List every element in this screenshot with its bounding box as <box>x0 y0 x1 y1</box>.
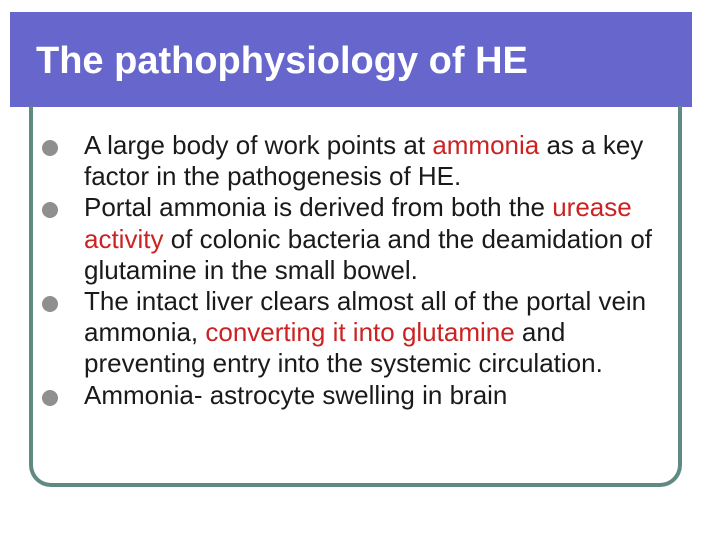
bullet-list <box>36 130 656 411</box>
bullet-text: of colonic bacteria and the deamidation of glutamine in the small bowel. <box>84 223 653 285</box>
title-bar <box>10 12 692 107</box>
bullet-text: The intact liver clears almost all of the portal vein ammonia, <box>84 285 647 348</box>
bullet-text: as a key factor in the pathogenesis of HE. <box>84 130 644 192</box>
bullet-icon <box>42 140 58 156</box>
highlight-text: urease activity <box>84 192 632 254</box>
bullet-icon <box>42 390 58 406</box>
bullet-text: A large body of work points at <box>84 130 433 160</box>
bullet-text: and preventing entry into the systemic circulation. <box>84 317 603 379</box>
bullet-item-liver-clearance <box>36 286 656 380</box>
bullet-text: Portal ammonia is derived from both the <box>84 192 553 223</box>
bullet-icon <box>42 296 58 312</box>
bullet-text: Ammonia- astrocyte swelling in brain <box>84 379 508 410</box>
bullet-item-ammonia-key-factor <box>36 130 656 192</box>
bullet-item-portal-ammonia-source <box>36 192 656 286</box>
bullet-icon <box>42 202 58 218</box>
highlight-text: converting it into glutamine <box>205 317 515 348</box>
bullet-item-astrocyte-swelling <box>36 380 656 411</box>
slide-title: The pathophysiology of HE <box>36 40 528 82</box>
highlight-text: ammonia <box>432 130 540 160</box>
